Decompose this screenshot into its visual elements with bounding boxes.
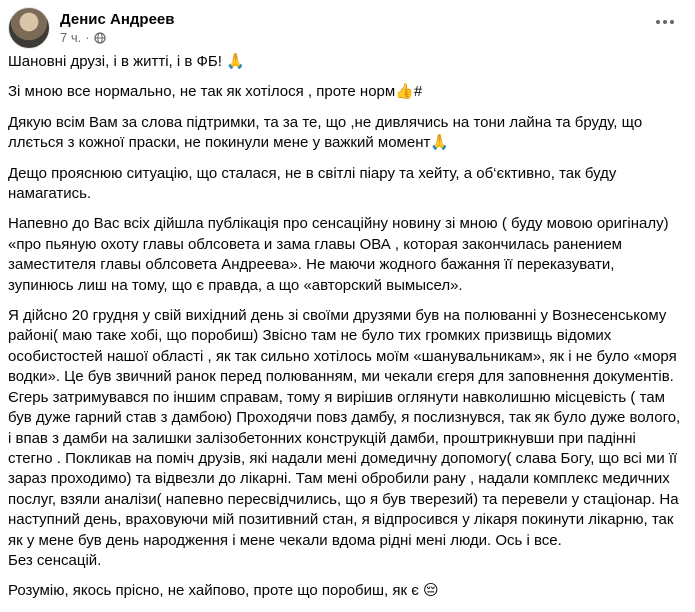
post-paragraph: Шановні друзі, і в житті, і в ФБ! 🙏 bbox=[8, 53, 245, 70]
post-paragraph: Без сенсацій. bbox=[8, 551, 102, 569]
more-horizontal-icon bbox=[656, 20, 660, 24]
post-paragraph: Розумію, якось прісно, не хайпово, проте що поробиш, як є 😔 bbox=[8, 582, 439, 600]
more-options-button[interactable] bbox=[649, 10, 681, 34]
post-paragraph: Зі мною все нормально, не так як хотілося , проте норм👍# bbox=[8, 83, 423, 101]
post-text bbox=[8, 52, 684, 612]
more-horizontal-icon bbox=[670, 20, 674, 24]
author-name[interactable]: Денис Андреев bbox=[60, 10, 175, 28]
post-subtitle bbox=[60, 29, 175, 47]
more-horizontal-icon bbox=[663, 20, 667, 24]
globe-icon[interactable] bbox=[94, 32, 106, 44]
post-paragraph: Дякую всім Вам за слова підтримки, та за те, що ,не дивлячись на тони лайна та бруду, що ллється з кожної праски, не покинули мене у важкий момент🙏 bbox=[8, 113, 643, 152]
post-paragraph: Дещо прояснюю ситуацію, що сталася, не в світлі піару та хейту, а об‘єктивно, так буду намагатись. bbox=[8, 164, 617, 203]
post-meta bbox=[60, 10, 175, 47]
post-time[interactable]: 7 ч. bbox=[60, 29, 82, 45]
post-paragraph: Напевно до Вас всіх дійшла публікація про сенсаційну новину зі мною ( буду мовою оригіналу) «про пьяную охоту главы облсовета и зама главы ОВА , которая закончилась ранением заместителя главы облсовета Андреева». Не маючи жодного бажання її переказувати, зупинюсь лиш на тому, що є правда, а що «авторский вымысел». bbox=[8, 215, 669, 294]
avatar[interactable] bbox=[8, 7, 50, 49]
separator-dot: · bbox=[85, 29, 90, 45]
post-header bbox=[8, 6, 175, 50]
post-paragraph: Я дійсно 20 грудня у свій вихідний день зі своїми друзями був на полюванні у Вознесенському районі( маю таке хобі, що поробиш) Звісно там не було тих громких призвищь відомих особистостей нашої області , як так сильно хотілось моїм «шанувальникам», як і не було «моря водки». Це був звичний ранок перед полюванням, ми чекали єгеря для заповнення документів. Єгерь затримувався по іншим справам, тому я вирішив оглянути навколишню місцевість ( там був дуже гарний став з дамбою) Проходячи повз дамбу, я послизнувся, так як було дуже волого, і впав з дамби на залишки залізобетонних конструкцій дамби, проштрикнувши при падінні стегно . Покликав на поміч друзів, які надали мені домедичну допомогу( слава Богу, що всі ми її зараз проходимо) та відвезли до лікарні. Там мені обробили рану , надали комплекс медичних послуг, взяли аналізи( напевно пересвідчились, що я був тверезий) та перевели у стаціонар. На наступний день, враховуючи мій позитивний стан, я відпросився у лікаря покинути лікарню, так як у мене був день народження і мене чекали вдома рідні мені люди. Ось і все. bbox=[8, 307, 681, 549]
